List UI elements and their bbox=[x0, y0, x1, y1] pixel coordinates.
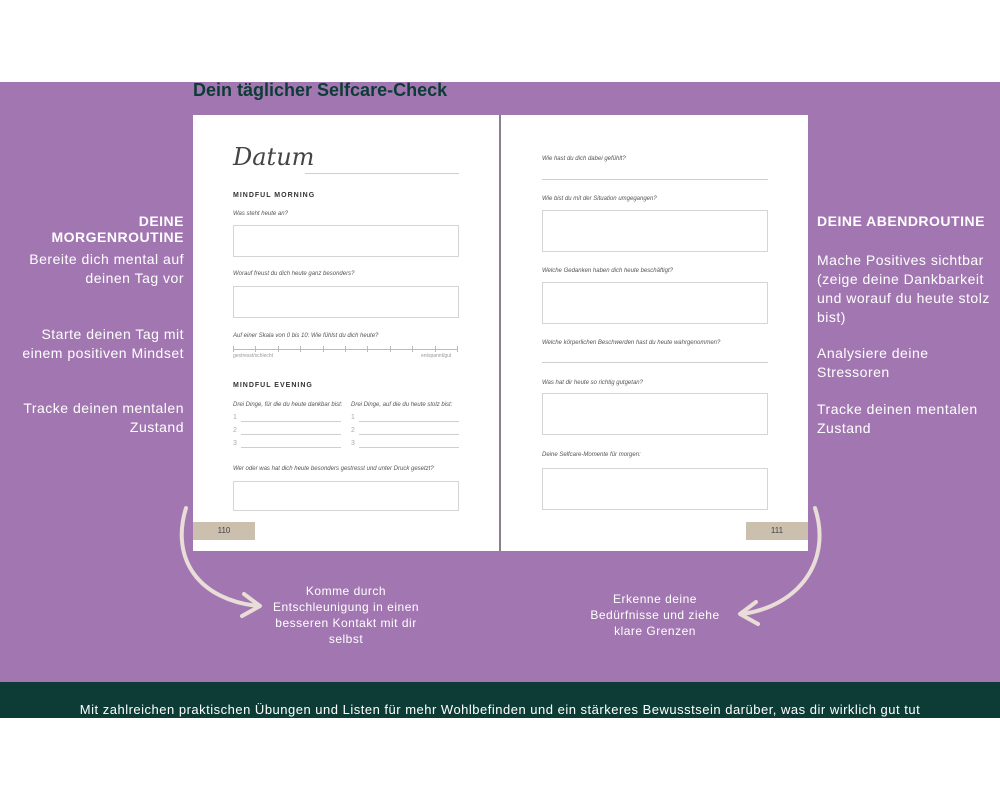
morning-item-2: Starte deinen Tag mit einem positiven Mindset bbox=[22, 326, 184, 361]
footer-bar bbox=[0, 682, 1000, 718]
scale-high-label: entspannt/gut bbox=[421, 353, 452, 359]
section-mindful-morning: MINDFUL MORNING bbox=[233, 192, 316, 199]
grateful-number-3: 3 bbox=[233, 440, 237, 447]
grateful-number-1: 1 bbox=[233, 414, 237, 421]
footer-text: Mit zahlreichen praktischen Übungen und Listen für mehr Wohlbefinden und ein stärkeres Bewusstsein darüber, was dir wirklich gut tut bbox=[79, 702, 921, 717]
proud-number-2: 2 bbox=[351, 427, 355, 434]
question-stress: Wer oder was hat dich heute besonders gestresst und unter Druck gesetzt? bbox=[233, 466, 434, 472]
page-number-left: 110 bbox=[193, 522, 255, 540]
page-number-right: 111 bbox=[746, 522, 808, 540]
page-title: Dein täglicher Selfcare-Check bbox=[193, 80, 448, 100]
question-grateful: Drei Dinge, für die du heute dankbar bist: bbox=[233, 402, 343, 408]
evening-heading: DEINE ABENDROUTINE bbox=[817, 213, 985, 229]
bottom-right-text: Erkenne deine Bedürfnisse und ziehe klare Grenzen bbox=[590, 592, 720, 638]
evening-item-2: Analysiere deine Stressoren bbox=[817, 345, 929, 380]
proud-number-1: 1 bbox=[351, 414, 355, 421]
question-looking-forward: Worauf freust du dich heute ganz besonders? bbox=[233, 271, 355, 277]
date-script-title: Datum bbox=[233, 143, 315, 171]
question-physical: Welche körperlichen Beschwerden hast du heute wahrgenommen? bbox=[542, 340, 721, 346]
question-feeling: Wie hast du dich dabei gefühlt? bbox=[542, 156, 626, 162]
morning-heading: DEINE MORGENROUTINE bbox=[51, 213, 184, 245]
proud-number-3: 3 bbox=[351, 440, 355, 447]
morning-item-1: Bereite dich mental auf deinen Tag vor bbox=[29, 251, 184, 286]
right-curved-arrow bbox=[742, 508, 820, 614]
question-scale: Auf einer Skala von 0 bis 10: Wie fühlst du dich heute? bbox=[233, 333, 379, 339]
question-today: Was steht heute an? bbox=[233, 211, 288, 217]
evening-item-3: Tracke deinen mentalen Zustand bbox=[817, 401, 978, 436]
scale-low-label: gestresst/schlecht bbox=[233, 353, 274, 359]
question-proud: Drei Dinge, auf die du heute stolz bist: bbox=[351, 402, 453, 408]
evening-item-1: Mache Positives sichtbar (zeige deine Dankbarkeit und worauf du heute stolz bist) bbox=[817, 252, 990, 325]
question-good: Was hat dir heute so richtig gutgetan? bbox=[542, 380, 643, 386]
question-selfcare: Deine Selfcare-Momente für morgen: bbox=[542, 452, 641, 458]
morning-item-3: Tracke deinen mentalen Zustand bbox=[23, 400, 184, 435]
section-mindful-evening: MINDFUL EVENING bbox=[233, 382, 313, 389]
question-handling: Wie bist du mit der Situation umgegangen? bbox=[542, 196, 657, 202]
bottom-left-text: Komme durch Entschleunigung in einen besseren Kontakt mit dir selbst bbox=[272, 584, 420, 646]
question-thoughts: Welche Gedanken haben dich heute beschäftigt? bbox=[542, 268, 673, 274]
grateful-number-2: 2 bbox=[233, 427, 237, 434]
left-curved-arrow bbox=[182, 508, 258, 606]
